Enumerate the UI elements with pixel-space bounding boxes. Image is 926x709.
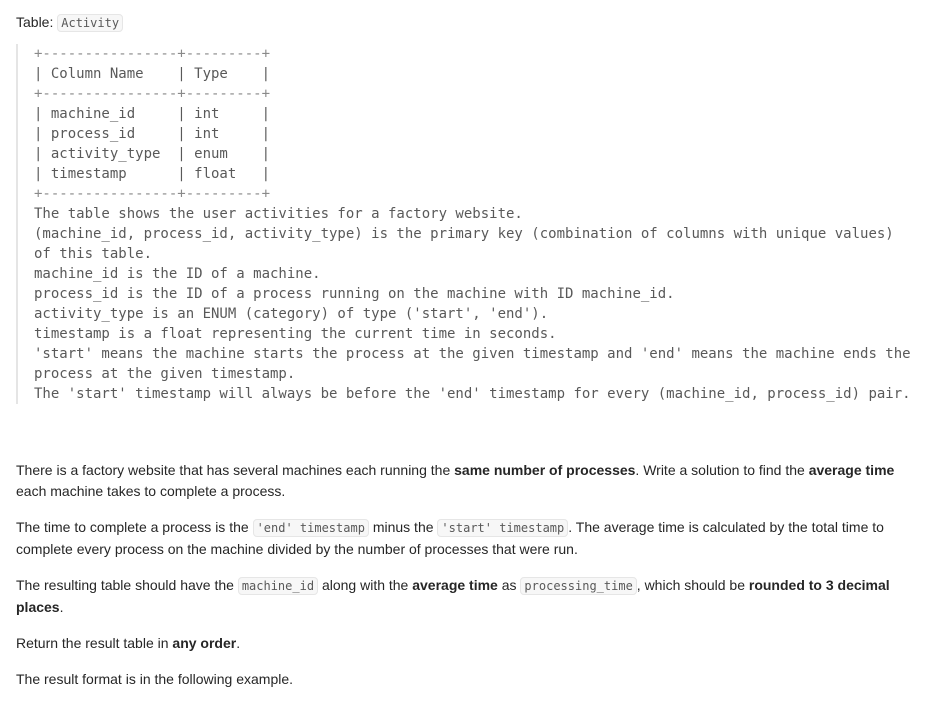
schema-header-row: | Column Name | Type | bbox=[34, 66, 271, 82]
table-label-prefix: Table: bbox=[16, 14, 58, 30]
schema-description-line: timestamp is a float representing the current time in seconds. bbox=[34, 326, 557, 342]
format-paragraph bbox=[16, 669, 901, 690]
inline-code: processing_time bbox=[520, 577, 636, 595]
text-run: , which should be bbox=[636, 577, 749, 593]
text-run: as bbox=[497, 577, 521, 593]
schema-description-line: activity_type is an ENUM (category) of type ('start', 'end'). bbox=[34, 306, 549, 322]
schema-border-bottom: +----------------+---------+ bbox=[34, 186, 271, 202]
time-definition-paragraph bbox=[16, 517, 901, 560]
schema-border-mid: +----------------+---------+ bbox=[34, 86, 271, 102]
schema-description-line: (machine_id, process_id, activity_type) is the primary key (combination of columns with unique values) bbox=[34, 226, 894, 242]
schema-row: | activity_type | enum | bbox=[34, 146, 271, 162]
schema-border-top: +----------------+---------+ bbox=[34, 46, 271, 62]
order-paragraph bbox=[16, 633, 901, 654]
text-run: . Write a solution to find the bbox=[635, 462, 809, 478]
text-run: along with the bbox=[318, 577, 413, 593]
result-columns-paragraph bbox=[16, 575, 901, 618]
task-paragraph bbox=[16, 460, 901, 502]
schema-description-line: 'start' means the machine starts the process at the given timestamp and 'end' means the machine ends the bbox=[34, 346, 911, 362]
text-run: There is a factory website that has several machines each running the bbox=[16, 462, 455, 478]
schema-description-line: of this table. bbox=[34, 246, 153, 262]
bold-text: rounded to 3 decimal places bbox=[16, 577, 890, 615]
bold-text: any order bbox=[172, 635, 237, 651]
schema-row: | machine_id | int | bbox=[34, 106, 271, 122]
text-run: each machine takes to complete a process. bbox=[16, 483, 286, 499]
text-run: Return the result table in bbox=[16, 635, 173, 651]
bold-text: average time bbox=[412, 577, 498, 593]
bold-text: average time bbox=[808, 462, 895, 478]
text-run: The result format is in the following example. bbox=[16, 671, 294, 687]
text-run: minus the bbox=[368, 519, 438, 535]
schema-row: | process_id | int | bbox=[34, 126, 271, 142]
schema-description-line: process at the given timestamp. bbox=[34, 366, 296, 382]
schema-description-line: The table shows the user activities for a factory website. bbox=[34, 206, 523, 222]
text-run: . The average time is calculated by the total time to complete every process on the machine divided by the number of processes that were run. bbox=[16, 519, 884, 557]
text-run: The resulting table should have the bbox=[16, 577, 238, 593]
schema-description-line: The 'start' timestamp will always be before the 'end' timestamp for every (machine_id, process_id) pair. bbox=[34, 386, 911, 402]
text-run: . bbox=[236, 635, 241, 651]
text-run: The time to complete a process is the bbox=[16, 519, 253, 535]
inline-code: 'start' timestamp bbox=[437, 519, 568, 537]
schema-description-line: machine_id is the ID of a machine. bbox=[34, 266, 321, 282]
bold-text: same number of processes bbox=[454, 462, 636, 478]
schema-row: | timestamp | float | bbox=[34, 166, 271, 182]
inline-code: 'end' timestamp bbox=[253, 519, 369, 537]
table-name-code: Activity bbox=[57, 14, 123, 32]
schema-description-line: process_id is the ID of a process running on the machine with ID machine_id. bbox=[34, 286, 675, 302]
inline-code: machine_id bbox=[238, 577, 318, 595]
table-label bbox=[16, 10, 910, 34]
text-run: . bbox=[59, 599, 64, 615]
schema-code-block bbox=[16, 44, 926, 404]
